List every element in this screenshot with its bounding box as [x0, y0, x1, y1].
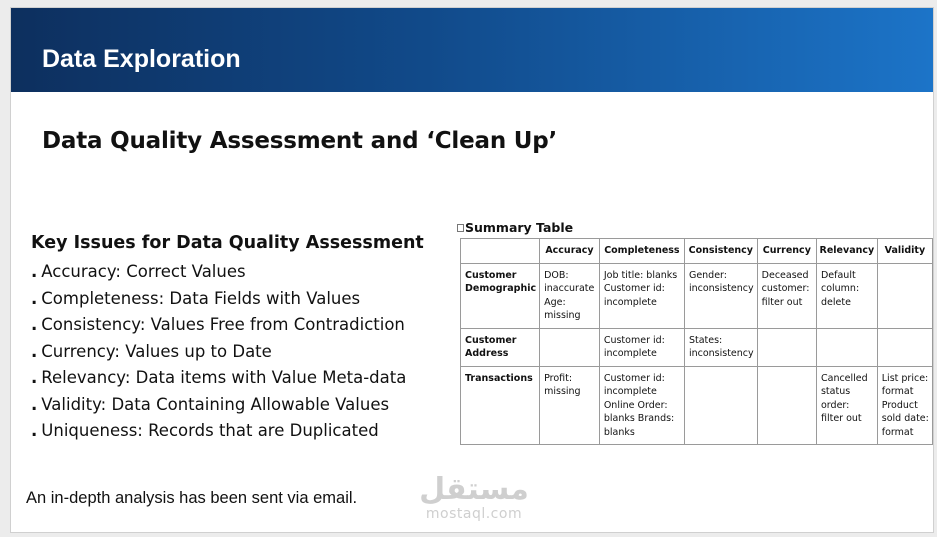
- page-title: Data Exploration: [42, 45, 241, 73]
- key-issues-heading: Key Issues for Data Quality Assessment: [31, 233, 424, 253]
- key-issues: [31, 233, 424, 445]
- summary-table-title: Summary Table: [465, 220, 574, 235]
- table-cell: Cancelled status order: filter out: [816, 366, 877, 445]
- table-cell: [757, 328, 816, 366]
- table-cell: [816, 328, 877, 366]
- table-header-cell: Relevancy: [816, 239, 877, 264]
- table-row: [461, 366, 933, 445]
- summary-table: [460, 238, 933, 445]
- table-cell: List price: format Product sold date: format: [877, 366, 932, 445]
- table-row-label: Customer Address: [461, 328, 540, 366]
- table-header-cell: Accuracy: [540, 239, 600, 264]
- slide: [10, 7, 934, 533]
- issue-item: [31, 339, 424, 366]
- table-cell: Customer id: incomplete: [599, 328, 684, 366]
- email-note: An in-depth analysis has been sent via email.: [26, 489, 358, 507]
- bullet-mark: .: [31, 288, 38, 308]
- mostaql-watermark: [411, 474, 537, 522]
- table-cell: [684, 366, 757, 445]
- table-header-cell: Currency: [757, 239, 816, 264]
- issue-item: [31, 392, 424, 419]
- issue-item: [31, 418, 424, 445]
- table-cell: Job title: blanks Customer id: incomplete: [599, 263, 684, 328]
- bullet-mark: .: [31, 368, 38, 387]
- bullet-mark: .: [31, 394, 38, 414]
- bullet-mark: .: [31, 315, 38, 334]
- bullet-mark: .: [31, 341, 38, 361]
- table-header-cell: Consistency: [684, 239, 757, 264]
- table-cell: Gender: inconsistency: [684, 263, 757, 328]
- table-cell: [877, 328, 932, 366]
- header-banner: [11, 8, 933, 92]
- table-header-cell: Completeness: [599, 239, 684, 264]
- table-cell: Profit: missing: [540, 366, 600, 445]
- table-cell: Deceased customer: filter out: [757, 263, 816, 328]
- table-row-label: Customer Demographic: [461, 263, 540, 328]
- issue-text: Currency: Values up to Date: [41, 341, 272, 361]
- table-row: [461, 328, 933, 366]
- issue-text: Uniqueness: Records that are Duplicated: [41, 421, 379, 440]
- watermark-latin-text: mostaql.com: [425, 506, 523, 522]
- issue-item: [31, 286, 424, 313]
- table-cell: Default column: delete: [816, 263, 877, 328]
- issue-text: Accuracy: Correct Values: [41, 262, 246, 281]
- table-anchor-icon[interactable]: [457, 224, 464, 232]
- table-row: [461, 263, 933, 328]
- issue-text: Consistency: Values Free from Contradiction: [41, 315, 405, 334]
- table-cell: [540, 328, 600, 366]
- section-subtitle: Data Quality Assessment and ‘Clean Up’: [42, 128, 558, 154]
- table-row-label: Transactions: [461, 366, 540, 445]
- table-cell: DOB: inaccurate Age: missing: [540, 263, 600, 328]
- issue-text: Completeness: Data Fields with Values: [41, 288, 361, 308]
- issue-item: [31, 365, 424, 392]
- table-cell: States: inconsistency: [684, 328, 757, 366]
- watermark-arabic-text: مستقل: [419, 472, 529, 507]
- table-cell: [757, 366, 816, 445]
- table-header-row: [461, 239, 933, 264]
- issue-item: [31, 259, 424, 286]
- issue-item: [31, 312, 424, 339]
- bullet-mark: .: [31, 421, 38, 440]
- issue-text: Relevancy: Data items with Value Meta-data: [41, 368, 407, 387]
- table-cell: Customer id: incomplete Online Order: blanks Brands: blanks: [599, 366, 684, 445]
- table-cell: [877, 263, 932, 328]
- summary-table-block: [460, 220, 933, 445]
- bullet-mark: .: [31, 262, 38, 281]
- table-header-cell: [461, 239, 540, 264]
- table-header-cell: Validity: [877, 239, 932, 264]
- issue-text: Validity: Data Containing Allowable Values: [41, 394, 390, 414]
